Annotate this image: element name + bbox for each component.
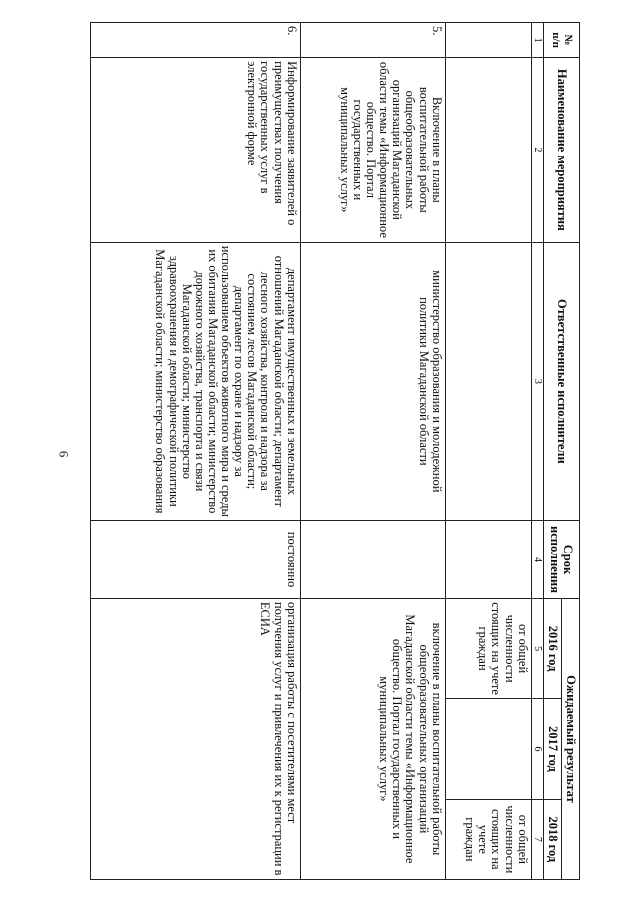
column-number: 3 [531, 242, 543, 521]
header-expected-result: Ожидаемый результат [561, 598, 579, 879]
row-activity-name: Информирование заявителей о преимуществах получения государственных услуг в электронной форме [90, 58, 300, 242]
header-deadline: Срок исполнения [543, 521, 579, 599]
row-number: 6. [90, 23, 300, 58]
table-row [300, 23, 445, 880]
plan-table [90, 22, 580, 880]
result-2016-cell: от общей численности стоящих на учете граждан [445, 598, 531, 698]
continued-row [445, 23, 531, 880]
table-cell [445, 58, 531, 242]
header-executors: Ответственные исполнители [543, 242, 579, 521]
table-cell [445, 242, 531, 521]
header-year-2017: 2017 год [543, 699, 561, 799]
row-deadline [300, 521, 445, 599]
header-number: № п/п [543, 23, 579, 58]
header-year-2016: 2016 год [543, 598, 561, 698]
column-number-row [531, 23, 543, 880]
table-cell [445, 23, 531, 58]
header-year-2018: 2018 год [543, 799, 561, 879]
column-number: 4 [531, 521, 543, 599]
column-number: 5 [531, 598, 543, 698]
row-executors: министерство образования и молодежной политики Магаданской области [300, 242, 445, 521]
row-expected-result: включение в планы воспитательной работы общеобразовательных организаций Магаданской области темы «Информационное общество. Портал государственных и муниципальных услуг» [300, 598, 445, 879]
column-number: 6 [531, 699, 543, 799]
row-activity-name: Включение в планы воспитательной работы общеобразовательных организаций Магаданской области темы «Информационное общество. Портал государственных и муниципальных услуг» [300, 58, 445, 242]
page-number: 6 [56, 450, 72, 458]
table-cell [445, 521, 531, 599]
result-2017-cell [445, 699, 531, 799]
row-executors: департамент имущественных и земельных отношений Магаданской области; департамент лесного хозяйства, контроля и надзора за состоянием лесов Магаданской области; департамент по охране и надзору за использованием объектов животного мира и среды их обитания Магаданской области; министерство дорожного хозяйства, транспорта и связи Магаданской области; министерство здравоохранения и демографической политики Магаданской области; министерство образования [90, 242, 300, 521]
column-number: 2 [531, 58, 543, 242]
row-deadline: постоянно [90, 521, 300, 599]
header-name: Наименование мероприятия [543, 58, 579, 242]
column-number: 7 [531, 799, 543, 879]
result-2018-cell: от общей численности стоящих на учете граждан [445, 799, 531, 879]
header-row-1 [561, 23, 579, 880]
table-row [90, 23, 300, 880]
row-number: 5. [300, 23, 445, 58]
row-expected-result: организация работы с посетителями мест получения услуг и привлечения их к регистрации в ЕСИА [90, 598, 300, 879]
column-number: 1 [531, 23, 543, 58]
rotated-table-sheet [54, 22, 580, 880]
